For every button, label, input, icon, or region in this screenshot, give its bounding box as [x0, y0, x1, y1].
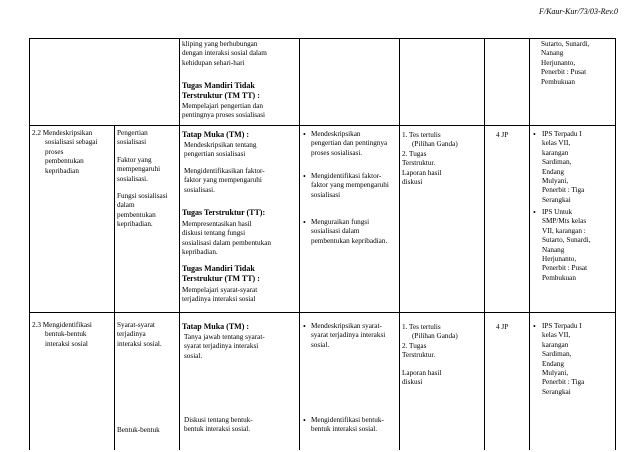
row3-kompetensi-dasar: 2.3 Mengidentifikasi bentuk-bentuk interaksi sosial: [32, 321, 92, 348]
row2-penilaian: 1. Tes tertulis (Pilihan Ganda) 2. Tugas Terstruktur. Laporan hasil diskusi: [402, 131, 458, 187]
bullet-icon: •: [303, 172, 306, 181]
row1-tugas-mandiri-text: Mempelajari pengertian dan pentingnya proses sosialisasi: [182, 102, 266, 120]
bullet-icon: •: [533, 130, 536, 139]
row2-sumber-2: IPS Untuk SMP/Mts kelas VII, karangan : Sutarto, Sunardi, Nanang Herjunanto, Penerbit : Pusat Pembukuan: [542, 208, 591, 282]
row2-sumber-1: IPS Terpadu I kelas VII, karangan Sardiman, Endang Mulyani, Penerbit : Tiga Serangkai: [542, 130, 585, 204]
row3-tatap-muka-text1: Tanya jawab tentang syarat- syarat terjadinya interaksi sosial.: [184, 333, 265, 360]
row2-tatap-muka-text2: Mengidentifikasikan faktor- faktor yang mempengaruhi sosialisasi.: [184, 167, 265, 194]
row2-tugas-mandiri-text: Mempelajari syarat-syarat terjadinya interaksi sosial: [182, 286, 258, 304]
row3-alokasi-waktu: 4 JP: [496, 323, 509, 331]
row3-indikator-2: Mengidentifikasi bentuk- bentuk interaksi sosial.: [311, 416, 384, 434]
column-divider: [399, 38, 400, 450]
bullet-icon: •: [533, 322, 536, 331]
column-divider: [529, 38, 530, 450]
column-divider: [29, 38, 30, 450]
row1-tugas-mandiri-title: Tugas Mandiri Tidak Terstruktur (TM TT) :: [182, 81, 260, 100]
column-divider: [114, 125, 115, 450]
row3-tatap-muka-text2: Diskusi tentang bentuk- bentuk interaksi sosial.: [184, 416, 253, 434]
row1-activity-text: kliping yang berhubungan dengan interaksi sosial dalam kehidupan sehari-hari: [182, 40, 267, 67]
bullet-icon: •: [303, 416, 306, 425]
bullet-icon: •: [303, 322, 306, 331]
row3-indikator-1: Mendeskripsikan syarat- syarat terjadinya interaksi sosial.: [311, 322, 386, 349]
row-divider: [29, 125, 616, 126]
document-code: F/Kaur-Kur/73/03-Rev.0: [538, 7, 618, 16]
bullet-icon: •: [303, 218, 306, 227]
row2-indikator-2: Mengidentifikasi faktor- faktor yang mempengaruhi sosialisasi: [311, 172, 389, 199]
row3-penilaian: 1. Tes tertulis (Pilihan Ganda) 2. Tugas Terstruktur. Laporan hasil diskusi: [402, 323, 458, 387]
row2-alokasi-waktu: 4 JP: [496, 131, 509, 139]
table-border-top: [29, 38, 616, 39]
bullet-icon: •: [303, 130, 306, 139]
row3-materi-2: Bentuk-bentuk: [117, 426, 160, 434]
bullet-icon: •: [533, 208, 536, 217]
row3-tatap-muka-title: Tatap Muka (TM) :: [182, 322, 250, 331]
column-divider: [299, 38, 300, 450]
column-divider: [484, 38, 485, 450]
column-divider: [179, 38, 180, 450]
column-divider: [615, 38, 616, 450]
row2-kompetensi-dasar: 2.2 Mendeskripsikan sosialisasi sebagai proses pembentukan kepribadian: [32, 129, 98, 175]
row2-indikator-1: Mendeskripsikan pengertian dan pentingnya proses sosialisasi.: [311, 130, 388, 157]
row-divider: [29, 312, 616, 313]
row2-tugas-terstruktur-text: Mempresentasikan hasil diskusi tentang fungsi sosialisasi dalam pembentukan kepribadian.: [182, 220, 272, 257]
row2-tatap-muka-text1: Mendeskripsikan tentang pengertian sosialisasi: [184, 141, 257, 159]
row2-tatap-muka-title: Tatap Muka (TM) :: [182, 130, 250, 139]
row1-sumber-text: Sutarto, Sunardi, Nanang Herjunanto, Penerbit : Pusat Pembukuan: [541, 40, 590, 86]
syllabus-table: [29, 38, 616, 450]
row2-materi: Pengertian sosialisasi Faktor yang mempengaruhi sosialisasi. Fungsi sosialisasi dalam pembentukan kepribadian.: [117, 129, 168, 229]
row2-tugas-mandiri-title: Tugas Mandiri Tidak Terstruktur (TM TT) :: [182, 264, 260, 283]
row3-sumber-1: IPS Terpadu I kelas VII, karangan Sardiman, Endang Mulyani, Penerbit : Tiga Serangkai: [542, 322, 585, 396]
row2-tugas-terstruktur-title: Tugas Terstruktur (TT):: [182, 208, 266, 217]
row3-materi-1: Syarat-syarat terjadinya interaksi sosial.: [117, 321, 162, 348]
row2-indikator-3: Menguraikan fungsi sosialisasi dalam pembentukan kepribadian.: [311, 218, 388, 245]
